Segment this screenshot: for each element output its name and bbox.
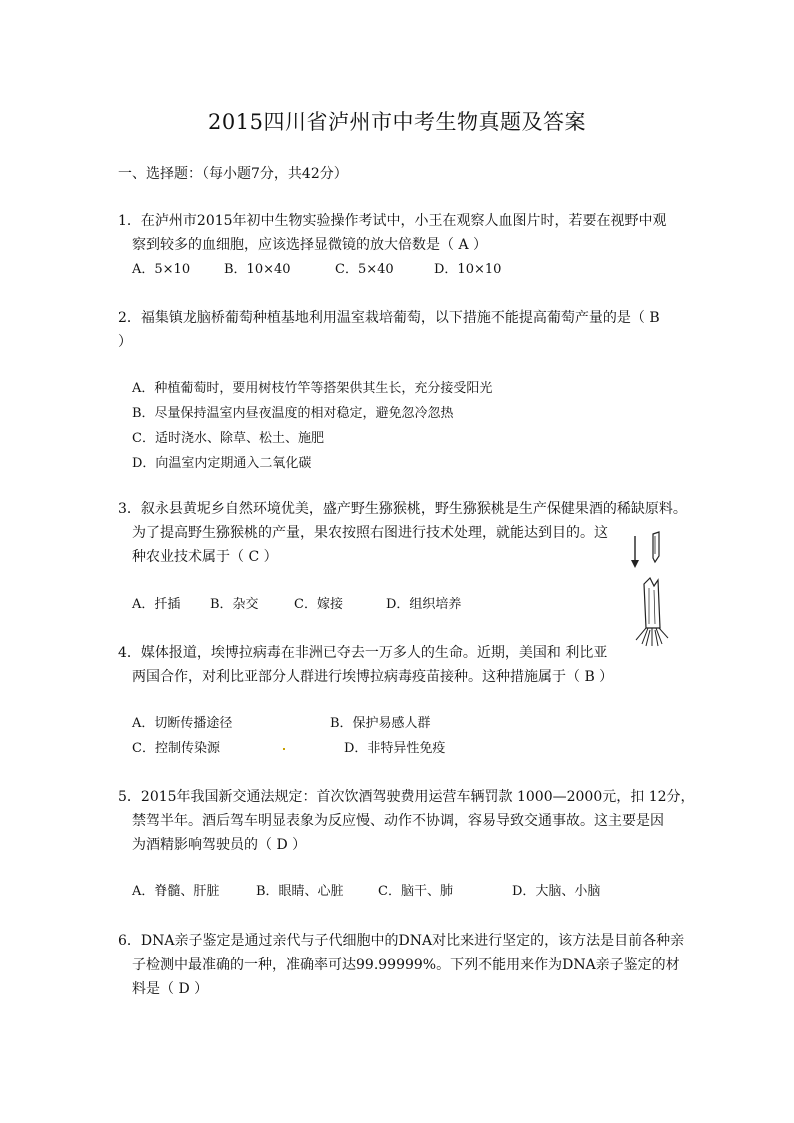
option-d: D．10×10 (434, 262, 502, 277)
option-b: B．眼睛、心脏 (256, 884, 344, 899)
question-4-line-2: 两国合作，对利比亚部分人群进行埃博拉病毒疫苗接种。这种措施属于（ B ） (132, 669, 614, 685)
grafting-figure (626, 528, 676, 648)
option-c: C．脑干、肺 (378, 884, 453, 899)
question-1-line-1: 1．在泸州市2015年初中生物实验操作考试中，小王在观察人血图片时，若要在视野中观 (118, 213, 667, 229)
stray-dot (283, 748, 285, 750)
option-c: C．嫁接 (294, 597, 343, 612)
option-c: C．控制传染源 (132, 741, 220, 756)
question-4 (118, 641, 678, 689)
scion-icon (653, 532, 659, 562)
question-3 (118, 497, 688, 569)
question-5-line-2: 禁驾半年。酒后驾车明显表象为反应慢、动作不协调，容易导致交通事故。这主要是因 (132, 813, 664, 829)
down-arrow-icon (631, 536, 639, 568)
option-b: B．保护易感人群 (330, 716, 431, 731)
option-d: D．组织培养 (386, 597, 462, 612)
question-5 (118, 785, 698, 857)
question-1 (118, 209, 678, 257)
question-6 (118, 929, 698, 1001)
question-6-line-3: 料是（ D ） (132, 981, 209, 997)
option-c: C．适时浇水、除草、松土、施肥 (132, 431, 324, 446)
option-b: B．杂交 (210, 597, 259, 612)
question-3-line-3: 种农业技术属于（ C ） (132, 549, 278, 565)
option-d: D．非特异性免疫 (344, 741, 446, 756)
option-a: A．5×10 (132, 262, 191, 277)
question-2-line-1: 2．福集镇龙脑桥葡萄种植基地利用温室栽培葡萄，以下措施不能提高葡萄产量的是（ B (118, 310, 660, 326)
option-b: B．尽量保持温室内昼夜温度的相对稳定，避免忽冷忽热 (132, 406, 454, 421)
option-a: A．种植葡萄时，要用树枝竹竿等搭架供其生长，充分接受阳光 (132, 381, 493, 396)
option-d: D．向温室内定期通入二氧化碳 (132, 456, 312, 471)
question-4-line-1: 4．媒体报道，埃博拉病毒在非洲已夺去一万多人的生命。近期，美国和 利比亚 (118, 645, 608, 661)
question-3-line-2: 为了提高野生猕猴桃的产量，果农按照右图进行技术处理，就能达到目的。这 (132, 525, 608, 541)
question-5-line-1: 5．2015年我国新交通法规定：首次饮酒驾驶费用运营车辆罚款 1000—2000元，扣 12分， (118, 789, 695, 805)
question-6-line-1: 6．DNA亲子鉴定是通过亲代与子代细胞中的DNA对比来进行坚定的，该方法是目前各种亲 (118, 933, 685, 949)
question-3-line-1: 3．叙永县黄坭乡自然环境优美，盛产野生猕猴桃，野生猕猴桃是生产保健果酒的稀缺原料。 (118, 501, 687, 517)
option-d: D．大脑、小脑 (512, 884, 601, 899)
question-6-line-2: 子检测中最准确的一种，准确率可达99.99999%。下列不能用来作为DNA亲子鉴定的材 (132, 957, 680, 973)
rootstock-icon (636, 578, 668, 646)
option-a: A．脊髓、肝脏 (132, 884, 220, 899)
option-b: B．10×40 (224, 262, 291, 277)
section-heading: 一、选择题：（每小题7分，共42分） (118, 166, 348, 182)
question-1-line-2: 察到较多的血细胞，应该选择显微镜的放大倍数是（ A ） (132, 237, 488, 253)
question-2 (118, 306, 678, 354)
question-2-line-2: ） (118, 334, 132, 350)
option-a: A．扦插 (132, 597, 181, 612)
page-title: 2015四川省泸州市中考生物真题及答案 (208, 110, 586, 134)
question-5-line-3: 为酒精影响驾驶员的（ D ） (132, 837, 307, 853)
option-c: C．5×40 (335, 262, 394, 277)
option-a: A．切断传播途径 (132, 716, 233, 731)
